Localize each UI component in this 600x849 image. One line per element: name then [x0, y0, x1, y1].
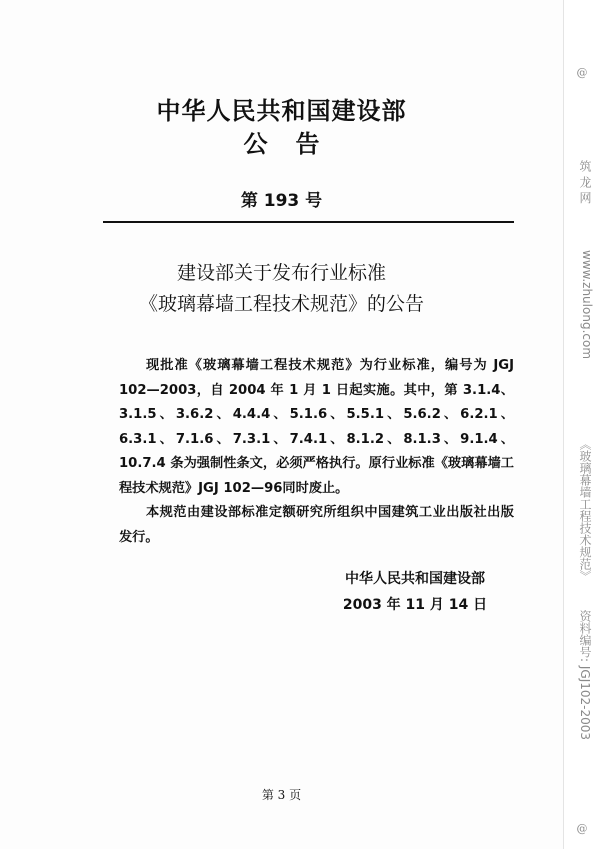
title-line-1: 建设部关于发布行业标准: [176, 262, 386, 284]
signature-block: [330, 566, 500, 618]
watermark-sidebar: [563, 0, 600, 849]
signature-org: 中华人民共和国建设部: [345, 571, 485, 587]
announcement-number: 第 193 号: [240, 191, 323, 211]
announcement-title: [0, 258, 563, 320]
announcement-body: [119, 354, 514, 550]
body-paragraph-2: 本规范由建设部标准定额研究所组织中国建筑工业出版社出版发行。: [119, 505, 514, 545]
copyright-mark-bottom: @: [576, 822, 588, 835]
copyright-mark-top: @: [576, 66, 588, 79]
body-paragraph-1: 现批准《玻璃幕墙工程技术规范》为行业标准，编号为 JGJ 102—2003，自 2004 年 1 月 1 日起实施。其中，第 3.1.4、3.1.5、3.6.2、4.4.4、5.1.6、5.5.1、5.6.2、6.2.1、6.3.1、7.1.6、7.3.1、7.4.1、8.1.2、8.1.3、9.1.4、10.7.4 条为强制性条文，必须严格执行。原行业标准《玻璃幕墙工程技术规范》JGJ 102—96同时废止。: [119, 358, 514, 496]
site-name: 筑 龙 网: [578, 160, 592, 204]
title-line-2: 《玻璃幕墙工程技术规范》的公告: [138, 293, 424, 315]
signature-date: 2003 年 11 月 14 日: [342, 597, 488, 613]
issuer-heading: 中华人民共和国建设部: [156, 97, 407, 125]
book-title: 《玻璃幕墙工程技术规范》: [578, 438, 592, 582]
header-divider: [103, 221, 514, 223]
document-code: 资料编号: JGJ102-2003: [578, 610, 592, 741]
page-number: 第 3 页: [261, 788, 302, 802]
announcement-heading: 公告: [243, 130, 348, 158]
site-url: www.zhulong.com: [580, 250, 594, 360]
